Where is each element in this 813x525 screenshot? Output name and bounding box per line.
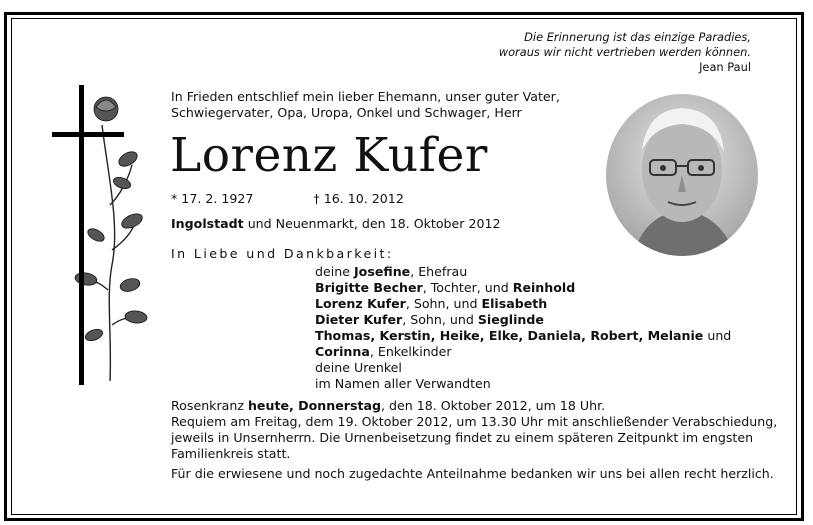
mourners-list	[315, 264, 731, 392]
intro-line-2: Schwiegervater, Opa, Uropa, Onkel und Schwager, Herr	[171, 105, 522, 120]
place-date-line	[171, 216, 501, 232]
mourner-line: Thomas, Kerstin, Heike, Elke, Daniela, Robert, Melanie und	[315, 328, 732, 343]
intro-line-1: In Frieden entschlief mein lieber Ehemann, unser guter Vater,	[171, 89, 560, 104]
mourner-line: Lorenz Kufer, Sohn, und Elisabeth	[315, 296, 548, 311]
thanks-text: Für die erwiesene und noch zugedachte Anteilnahme bedanken wir uns bei allen recht herzlich.	[171, 466, 774, 481]
service-details	[171, 398, 791, 482]
mourner-line: deine Josefine, Ehefrau	[315, 264, 468, 279]
mourner-line: Dieter Kufer, Sohn, und Sieglinde	[315, 312, 544, 327]
death-date: † 16. 10. 2012	[313, 191, 404, 206]
birth-date: * 17. 2. 1927	[171, 191, 254, 206]
quote-author: Jean Paul	[699, 60, 751, 74]
quote-line-2: woraus wir nicht vertrieben werden können.	[498, 45, 751, 59]
life-dates	[171, 191, 404, 207]
mourner-line: Brigitte Becher, Tochter, und Reinhold	[315, 280, 576, 295]
deceased-name: Lorenz Kufer	[170, 128, 488, 183]
mourner-line: deine Urenkel	[315, 360, 402, 375]
rosary-line: Rosenkranz heute, Donnerstag, den 18. Oktober 2012, um 18 Uhr.	[171, 398, 606, 413]
quote-line-1: Die Erinnerung ist das einzige Paradies,	[524, 30, 751, 44]
love-line: In Liebe und Dankbarkeit:	[171, 246, 394, 261]
place-city: Ingolstadt	[171, 216, 244, 231]
place-rest: und Neuenmarkt, den 18. Oktober 2012	[243, 216, 501, 231]
mourner-line: Corinna, Enkelkinder	[315, 344, 452, 359]
cross-rose-icon	[50, 85, 150, 385]
requiem-text: Requiem am Freitag, dem 19. Oktober 2012, um 13.30 Uhr mit anschließender Verabschiedung, jeweils in Unsernherrn. Die Urnenbeisetzung findet zu einem späteren Zeitpunkt im engsten Familienkreis statt.	[171, 414, 778, 461]
portrait-photo	[602, 90, 762, 260]
intro-text	[171, 89, 601, 121]
mourner-line: im Namen aller Verwandten	[315, 376, 491, 391]
epigraph-quote	[391, 30, 751, 75]
